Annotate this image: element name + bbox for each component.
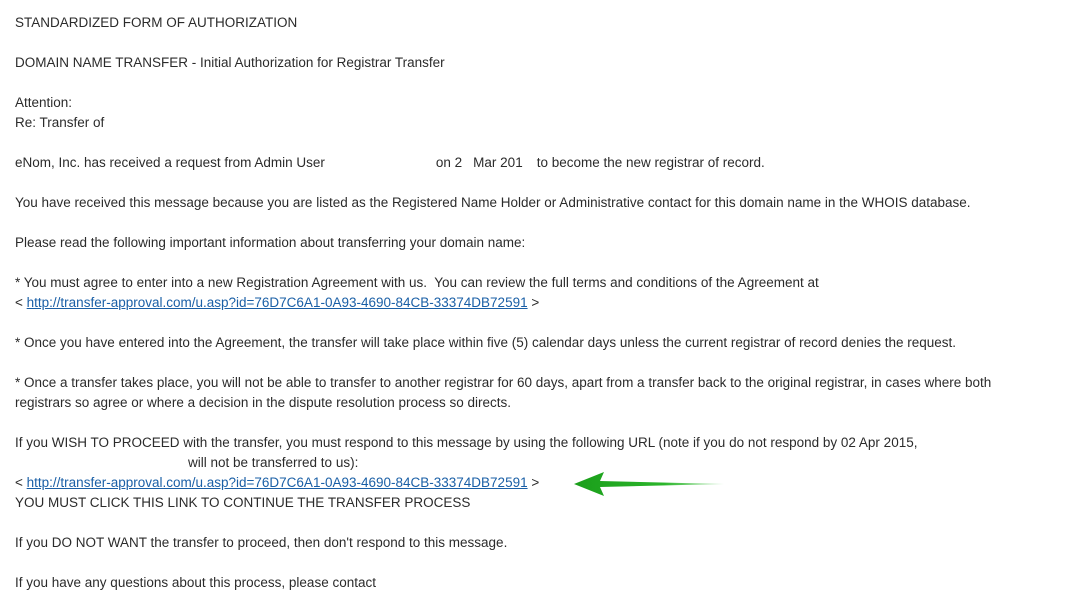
- attention-label: Attention:: [15, 95, 73, 110]
- arrow-left-icon: [572, 470, 728, 498]
- listed-paragraph: You have received this message because you are listed as the Registered Name Holder or Administrative contact for this domain name in the WHOIS database.: [15, 195, 971, 210]
- proceed-line2-text: will not be transferred to us):: [188, 455, 359, 470]
- link-close-bracket: >: [531, 475, 540, 490]
- questions-text: If you have any questions about this process, please contact: [15, 575, 376, 590]
- proceed-paragraph-line2: [15, 454, 358, 472]
- link-close-bracket: >: [531, 295, 540, 310]
- request-on: on 2: [435, 155, 463, 170]
- request-prefix: eNom, Inc. has received a request from Admin User: [15, 155, 325, 170]
- must-click-notice: YOU MUST CLICK THIS LINK TO CONTINUE THE TRANSFER PROCESS: [15, 495, 471, 510]
- agreement-link[interactable]: http://transfer-approval.com/u.asp?id=76D7C6A1-0A93-4690-84CB-33374DB72591: [26, 295, 528, 310]
- agreement-link-line: [15, 294, 539, 312]
- link-open-bracket: <: [15, 295, 23, 310]
- do-not-want-paragraph: If you DO NOT WANT the transfer to proceed, then don't respond to this message.: [15, 535, 508, 550]
- proceed-link-line: [15, 474, 539, 492]
- request-line: [15, 154, 765, 172]
- form-subtitle: DOMAIN NAME TRANSFER - Initial Authorization for Registrar Transfer: [15, 55, 445, 70]
- proceed-paragraph-line1: If you WISH TO PROCEED with the transfer, you must respond to this message by using the following URL (note if you do not respond by 02 Apr 2015,: [15, 435, 918, 450]
- bullet-transfer-timing: * Once you have entered into the Agreement, the transfer will take place within five (5) calendar days unless the current registrar of record denies the request.: [15, 335, 957, 350]
- form-title: STANDARDIZED FORM OF AUTHORIZATION: [15, 15, 298, 30]
- questions-paragraph: [15, 574, 376, 592]
- bullet-registration-agreement: * You must agree to enter into a new Registration Agreement with us. You can review the full terms and conditions of the Agreement at: [15, 275, 819, 290]
- bullet-60-days-line2: registrars so agree or where a decision in the dispute resolution process so directs.: [15, 395, 511, 410]
- request-suffix: to become the new registrar of record.: [536, 155, 765, 170]
- link-open-bracket: <: [15, 475, 23, 490]
- proceed-link[interactable]: http://transfer-approval.com/u.asp?id=76D7C6A1-0A93-4690-84CB-33374DB72591: [26, 475, 528, 490]
- request-date: Mar 201: [473, 155, 523, 170]
- re-transfer-label: Re: Transfer of: [15, 115, 105, 130]
- please-read-paragraph: Please read the following important information about transferring your domain name:: [15, 235, 526, 250]
- bullet-60-days-line1: * Once a transfer takes place, you will not be able to transfer to another registrar for 60 days, apart from a transfer back to the original registrar, in cases where both: [15, 375, 992, 390]
